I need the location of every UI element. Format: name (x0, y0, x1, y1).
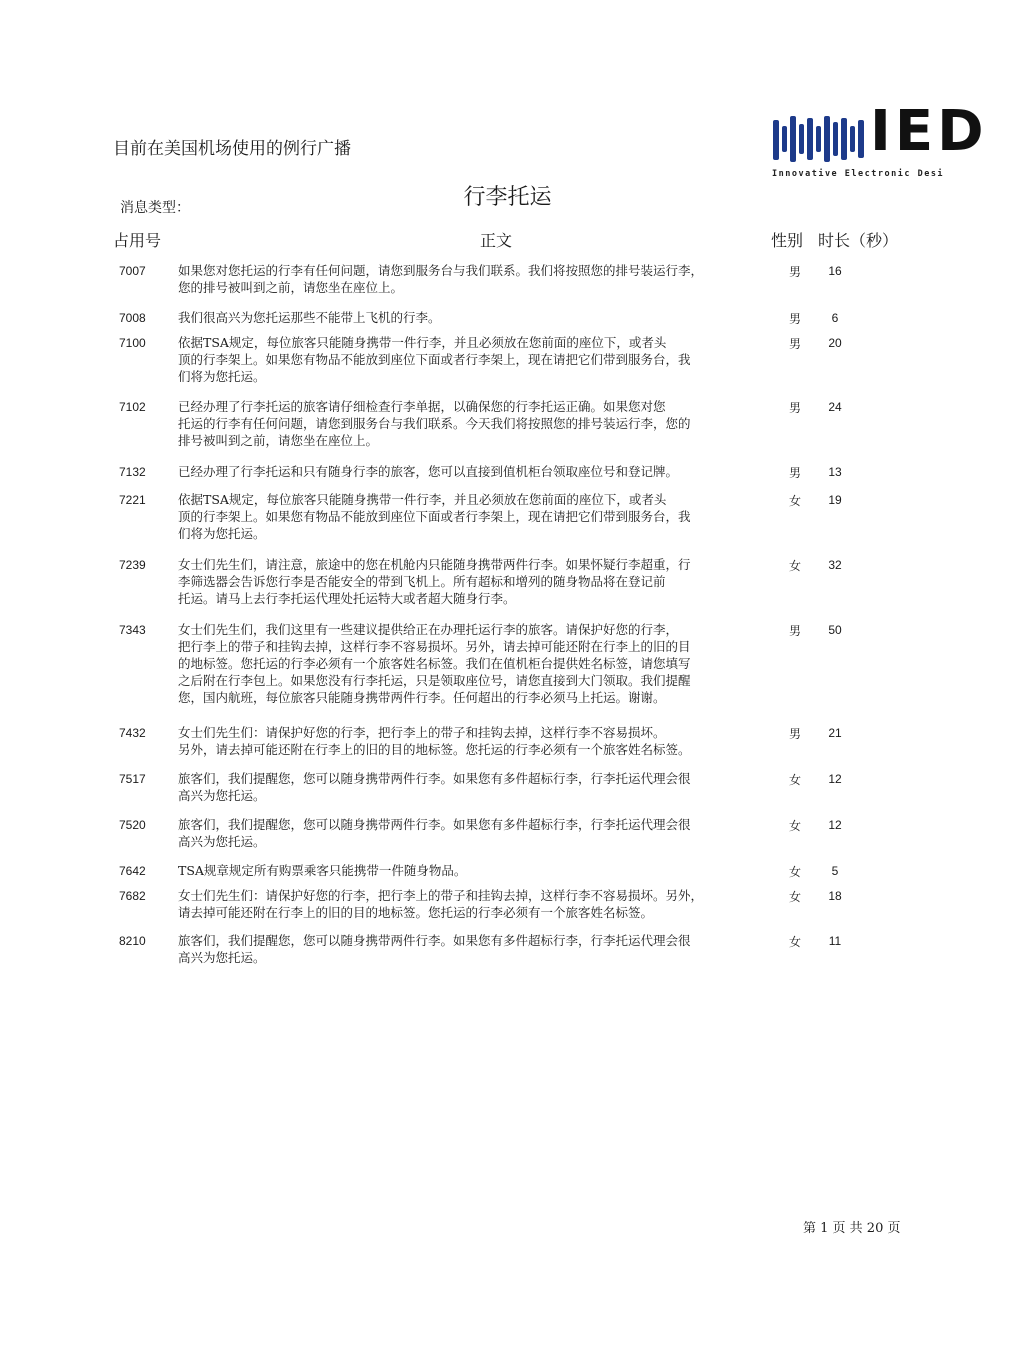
announcement-duration: 21 (828, 726, 842, 740)
announcement-text-line: 如果您对您托运的行李有任何问题，请您到服务台与我们联系。我们将按照您的排号装运行李， (178, 263, 704, 278)
announcement-number: 7343 (119, 623, 146, 637)
announcement-text-line: 托运。请马上去行李托运代理处托运特大或者超大随身行李。 (178, 591, 516, 606)
announcement-text-line: 旅客们，我们提醒您，您可以随身携带两件行李。如果您有多件超标行李，行李托运代理会很 (178, 933, 691, 948)
announcement-text-line: 们将为您托运。 (178, 526, 266, 541)
announcement-number: 7132 (119, 465, 146, 479)
header-duration: 时长（秒） (818, 231, 899, 250)
ied-logo (770, 99, 988, 186)
soundwave-logo-icon (770, 112, 870, 168)
logo-wordmark: IED (870, 99, 988, 164)
announcement-text-line: 高兴为您托运。 (178, 950, 266, 965)
announcement-text-line: 之后附在行李包上。如果您没有行李托运，只是领取座位号，请您直接到大门领取。我们提醒 (178, 673, 691, 688)
announcement-duration: 12 (828, 818, 842, 832)
announcement-duration: 11 (828, 934, 842, 948)
announcement-text (178, 862, 758, 879)
announcement-text-line: 请去掉可能还附在行李上的旧的目的地标签。您托运的行李必须有一个旅客姓名标签。 (178, 905, 654, 920)
announcement-text (178, 724, 758, 758)
announcement-text (178, 816, 758, 850)
announcement-gender: 女 (789, 865, 802, 879)
announcement-text-line: 您的排号被叫到之前，请您坐在座位上。 (178, 280, 404, 295)
announcement-number: 7102 (119, 400, 146, 414)
announcement-text-line: 高兴为您托运。 (178, 834, 266, 849)
announcement-number: 7517 (119, 772, 146, 786)
logo-tagline: Innovative Electronic Desi (772, 169, 945, 179)
announcement-text-line: 托运的行李有任何问题，请您到服务台与我们联系。今天我们将按照您的排号装运行李，您的 (178, 416, 691, 431)
announcement-gender: 女 (789, 819, 802, 833)
announcement-text-line: 已经办理了行李托运和只有随身行李的旅客，您可以直接到值机柜台领取座位号和登记牌。 (178, 464, 679, 479)
announcement-text-line: 女士们先生们：请保护好您的行李，把行李上的带子和挂钩去掉，这样行李不容易损坏。 (178, 725, 666, 740)
announcement-number: 7239 (119, 558, 146, 572)
announcement-text (178, 463, 758, 480)
announcement-text (178, 932, 758, 966)
header-number: 占用号 (113, 231, 162, 250)
announcement-text-line: 们将为您托运。 (178, 369, 266, 384)
announcement-gender: 男 (789, 401, 802, 415)
announcement-gender: 男 (789, 312, 802, 326)
announcement-number: 7432 (119, 726, 146, 740)
announcement-number: 7642 (119, 864, 146, 878)
announcement-duration: 24 (828, 400, 842, 414)
announcement-text-line: 您，国内航班，每位旅客只能随身携带两件行李。任何超出的行李必须马上托运。谢谢。 (178, 690, 666, 705)
announcement-duration: 16 (828, 264, 842, 278)
announcement-gender: 男 (789, 265, 802, 279)
announcement-number: 7520 (119, 818, 146, 832)
announcement-duration: 32 (828, 558, 842, 572)
announcement-number: 7007 (119, 264, 146, 278)
announcement-text-line: 李筛选器会告诉您行李是否能安全的带到飞机上。所有超标和增列的随身物品将在登记前 (178, 574, 666, 589)
announcement-text (178, 334, 758, 385)
announcement-text (178, 398, 758, 449)
announcement-text (178, 770, 758, 804)
announcement-text (178, 556, 758, 607)
announcement-text-line: 已经办理了行李托运的旅客请仔细检查行李单据，以确保您的行李托运正确。如果您对您 (178, 399, 666, 414)
announcement-duration: 20 (828, 336, 842, 350)
announcement-text-line: 依据TSA规定，每位旅客只能随身携带一件行李，并且必须放在您前面的座位下，或者头 (178, 492, 667, 507)
announcement-duration: 19 (828, 493, 842, 507)
announcement-gender: 男 (789, 624, 802, 638)
announcement-text-line: 女士们先生们，我们这里有一些建议提供给正在办理托运行李的旅客。请保护好您的行李， (178, 622, 679, 637)
announcement-gender: 女 (789, 494, 802, 508)
announcement-text-line: 我们很高兴为您托运那些不能带上飞机的行李。 (178, 310, 441, 325)
header-gender: 性别 (771, 231, 804, 250)
announcement-text-line: 顶的行李架上。如果您有物品不能放到座位下面或者行李架上，现在请把它们带到服务台，我 (178, 352, 691, 367)
announcement-text-line: 女士们先生们：请保护好您的行李，把行李上的带子和挂钩去掉，这样行李不容易损坏。另外， (178, 888, 704, 903)
announcement-text-line: 旅客们，我们提醒您，您可以随身携带两件行李。如果您有多件超标行李，行李托运代理会很 (178, 817, 691, 832)
announcement-text-line: 顶的行李架上。如果您有物品不能放到座位下面或者行李架上，现在请把它们带到服务台，我 (178, 509, 691, 524)
document-title: 目前在美国机场使用的例行广播 (113, 139, 351, 159)
header-text: 正文 (480, 231, 513, 250)
announcement-duration: 18 (828, 889, 842, 903)
announcement-gender: 男 (789, 337, 802, 351)
announcement-text-line: 的地标签。您托运的行李必须有一个旅客姓名标签。我们在值机柜台提供姓名标签，请您填写 (178, 656, 691, 671)
announcement-duration: 13 (828, 465, 842, 479)
announcement-number: 7682 (119, 889, 146, 903)
announcement-duration: 5 (831, 864, 839, 878)
announcement-text-line: 排号被叫到之前，请您坐在座位上。 (178, 433, 379, 448)
announcement-number: 7221 (119, 493, 146, 507)
announcement-text-line: 把行李上的带子和挂钩去掉，这样行李不容易损坏。另外，请去掉可能还附在行李上的旧的目 (178, 639, 691, 654)
announcement-text (178, 309, 758, 326)
announcement-number: 8210 (119, 934, 146, 948)
announcement-text (178, 262, 758, 296)
category-title: 行李托运 (463, 185, 552, 210)
announcement-text-line: TSA规章规定所有购票乘客只能携带一件随身物品。 (178, 863, 467, 878)
announcement-text-line: 另外，请去掉可能还附在行李上的旧的目的地标签。您托运的行李必须有一个旅客姓名标签。 (178, 742, 691, 757)
announcement-gender: 女 (789, 935, 802, 949)
announcement-number: 7100 (119, 336, 146, 350)
announcement-number: 7008 (119, 311, 146, 325)
announcement-text-line: 依据TSA规定，每位旅客只能随身携带一件行李，并且必须放在您前面的座位下，或者头 (178, 335, 667, 350)
announcement-text-line: 女士们先生们，请注意，旅途中的您在机舱内只能随身携带两件行李。如果怀疑行李超重，行 (178, 557, 691, 572)
announcement-duration: 12 (828, 772, 842, 786)
announcement-duration: 6 (831, 311, 839, 325)
announcement-duration: 50 (828, 623, 842, 637)
announcement-gender: 女 (789, 890, 802, 904)
announcement-gender: 女 (789, 559, 802, 573)
message-type-label: 消息类型： (120, 200, 190, 216)
announcement-gender: 女 (789, 773, 802, 787)
announcement-text-line: 旅客们，我们提醒您，您可以随身携带两件行李。如果您有多件超标行李，行李托运代理会很 (178, 771, 691, 786)
announcement-text (178, 887, 758, 921)
announcement-text-line: 高兴为您托运。 (178, 788, 266, 803)
announcement-text (178, 491, 758, 542)
announcement-text (178, 621, 758, 706)
announcement-gender: 男 (789, 466, 802, 480)
announcement-gender: 男 (789, 727, 802, 741)
page-indicator: 第 1 页 共 20 页 (803, 1221, 901, 1236)
